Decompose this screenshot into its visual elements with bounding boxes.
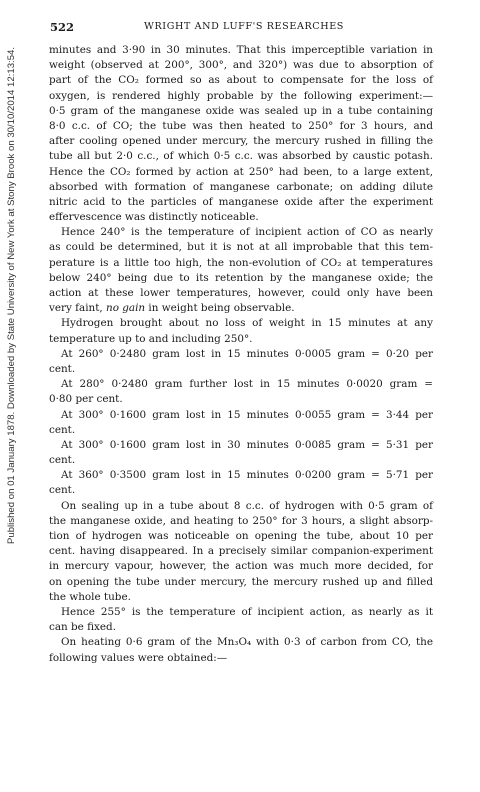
body-text: [49, 43, 433, 666]
text-line: Hence 255° is the temperature of incipient action, as nearly as it: [61, 605, 433, 618]
text-fragment: very faint,: [49, 302, 106, 315]
text-line: At 360° 0·3500 gram lost in 15 minutes 0·0200 gram = 5·71 per: [61, 469, 433, 482]
text-line: 0·5 gram of the manganese oxide was sealed up in a tube containing: [49, 104, 433, 117]
text-fragment: in weight being observable.: [145, 302, 295, 315]
download-watermark: [2, 8, 22, 583]
text-line: On heating 0·6 gram of the Mn₃O₄ with 0·3 of carbon from CO, the: [61, 636, 433, 649]
text-line: below 240° being due to its retention by the manganese oxide; the: [49, 271, 433, 284]
text-line: minutes and 3·90 in 30 minutes. That this imperceptible variation in: [49, 44, 433, 56]
text-line: [49, 301, 433, 316]
text-line: cent.: [49, 484, 76, 497]
text-line: At 260° 0·2480 gram lost in 15 minutes 0·0005 gram = 0·20 per: [61, 347, 433, 360]
emphasis-text: no gain: [106, 302, 146, 315]
page-number: 522: [50, 20, 75, 34]
text-line: following values were obtained:—: [49, 651, 228, 664]
text-line: At 300° 0·1600 gram lost in 30 minutes 0·0085 gram = 5·31 per: [61, 438, 433, 451]
text-line: the manganese oxide, and heating to 250° for 3 hours, a slight absorp-: [49, 514, 433, 527]
text-line: On sealing up in a tube about 8 c.c. of hydrogen with 0·5 gram of: [61, 499, 433, 512]
text-line: Hence 240° is the temperature of incipient action of CO as nearly: [61, 226, 433, 239]
text-line: perature is a little too high, the non-evolution of CO₂ at temperatures: [49, 256, 433, 269]
text-line: as could be determined, but it is not at all improbable that this tem-: [49, 241, 433, 254]
text-line: 8·0 c.c. of CO; the tube was then heated to 250° for 3 hours, and: [49, 119, 433, 132]
text-line: the whole tube.: [49, 590, 131, 603]
text-line: Hydrogen brought about no loss of weight in 15 minutes at any: [61, 317, 433, 330]
text-line: can be fixed.: [49, 621, 117, 634]
text-line: nitric acid to the particles of manganese oxide after the experiment: [49, 195, 433, 208]
text-line: effervescence was distinctly noticeable.: [49, 211, 259, 224]
text-line: on opening the tube under mercury, the mercury rushed up and filled: [49, 575, 433, 588]
text-line: tube all but 2·0 c.c., of which 0·5 c.c. was absorbed by caustic potash.: [49, 150, 433, 163]
text-line: part of the CO₂ formed so as about to compensate for the loss of: [49, 74, 433, 87]
text-line: oxygen, is rendered highly probable by the following experiment:—: [49, 89, 433, 102]
text-line: At 280° 0·2480 gram further lost in 15 minutes 0·0020 gram =: [61, 378, 433, 391]
text-line: in mercury vapour, however, the action was much more decided, for: [49, 560, 433, 573]
text-line: after cooling opened under mercury, the mercury rushed in filling the: [49, 135, 433, 148]
text-line: Hence the CO₂ formed by action at 250° had been, to a large extent,: [49, 165, 433, 178]
text-line: absorbed with formation of manganese carbonate; on adding dilute: [49, 180, 433, 193]
text-line: tion of hydrogen was noticeable on opening the tube, about 10 per: [49, 530, 433, 542]
page-header: [44, 20, 444, 36]
download-watermark-text: Published on 01 January 1878. Downloaded by State University of New York at Stony Brook on 30/10/2014 12:13:54.: [6, 46, 18, 545]
running-head: WRIGHT AND LUFF'S RESEARCHES: [144, 21, 344, 32]
text-line: cent.: [49, 454, 76, 467]
text-line: weight (observed at 200°, 300°, and 320°) was due to absorption of: [49, 59, 433, 72]
text-line: action at these lower temperatures, however, could only have been: [49, 287, 433, 299]
text-line: At 300° 0·1600 gram lost in 15 minutes 0·0055 gram = 3·44 per: [61, 408, 433, 421]
text-line: cent.: [49, 423, 76, 436]
text-line: cent.: [49, 362, 76, 375]
text-line: temperature up to and including 250°.: [49, 332, 253, 345]
text-line: 0·80 per cent.: [49, 393, 123, 406]
text-line: cent. having disappeared. In a precisely similar companion-experiment: [49, 545, 433, 558]
